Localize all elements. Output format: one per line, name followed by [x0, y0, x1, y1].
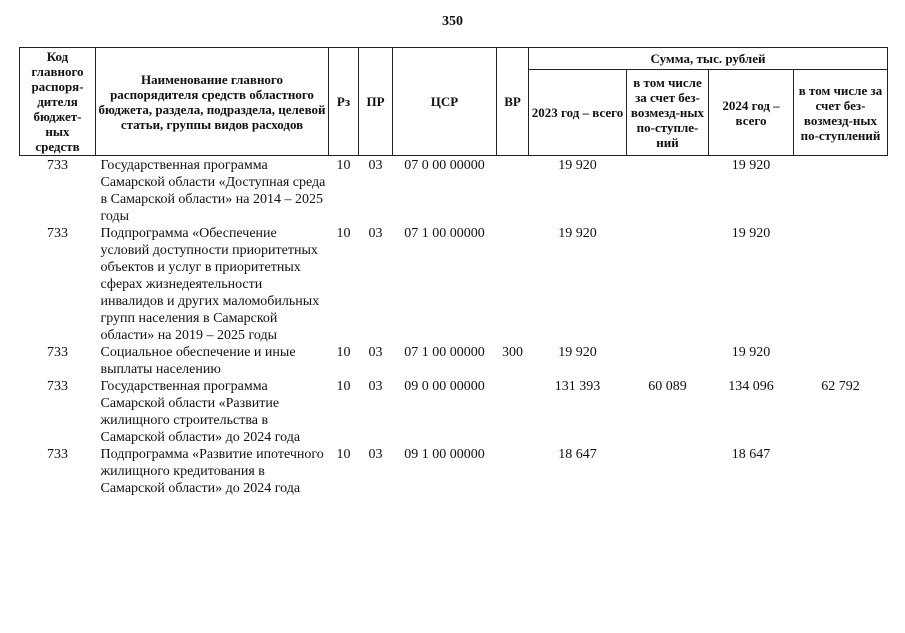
cell-2024-total: 134 096 [728, 379, 774, 394]
cell-name: Социальное обеспечение и иные выплаты населению [100, 345, 296, 377]
header-name: Наименование главного распорядителя средств областного бюджета, раздела, подраздела, целевой статьи, группы видов расходов [96, 48, 329, 156]
cell-rz: 10 [336, 379, 351, 394]
cell-2024-free [794, 344, 888, 378]
cell-csr: 07 1 00 00000 [404, 226, 485, 241]
cell-2023-free: 60 089 [648, 379, 687, 394]
cell-2023-free [627, 156, 709, 226]
cell-2023-total: 19 920 [558, 345, 597, 360]
cell-code: 733 [47, 345, 68, 360]
header-sum: Сумма, тыс. рублей [529, 48, 888, 70]
cell-name: Государственная программа Самарской области «Развитие жилищного строительства в Самарской области» до 2024 года [100, 379, 301, 445]
cell-2023-total: 131 393 [554, 379, 601, 394]
cell-csr: 09 1 00 00000 [404, 447, 485, 462]
header-code: Код главного распоря-дителя бюджет-ных средств [20, 48, 96, 156]
cell-name: Государственная программа Самарской области «Доступная среда в Самарской области» на 2014 – 2025 годы [100, 158, 326, 224]
cell-2024-free: 62 792 [821, 379, 860, 394]
cell-pr: 03 [368, 447, 383, 462]
cell-rz: 10 [336, 158, 351, 173]
table-row [20, 225, 888, 344]
cell-vr [497, 156, 529, 226]
cell-name: Подпрограмма «Обеспечение условий доступности приоритетных объектов и услуг в приоритетных сферах жизнедеятельности инвалидов и других маломобильных групп населения в Самарской области» на 2019 – 2025 годы [100, 226, 320, 343]
table-row [20, 446, 888, 497]
cell-code: 733 [47, 447, 68, 462]
cell-2023-free [627, 344, 709, 378]
cell-2024-total: 19 920 [731, 226, 771, 241]
header-2023-total: 2023 год – всего [529, 70, 627, 156]
table-row [20, 156, 888, 226]
header-rz: Рз [329, 48, 359, 156]
cell-vr [497, 446, 529, 497]
table-row [20, 344, 888, 378]
cell-2024-total: 19 920 [731, 345, 771, 360]
header-2024-total: 2024 год – всего [709, 70, 794, 156]
header-pr: ПР [359, 48, 393, 156]
cell-2023-free [627, 446, 709, 497]
cell-csr: 09 0 00 00000 [404, 379, 485, 394]
header-2024-free: в том числе за счет без-возмезд-ных по-ступлений [794, 70, 888, 156]
cell-rz: 10 [336, 226, 351, 241]
header-csr: ЦСР [393, 48, 497, 156]
cell-code: 733 [47, 226, 68, 241]
cell-vr [497, 225, 529, 344]
cell-2024-free [794, 156, 888, 226]
cell-rz: 10 [336, 345, 351, 360]
header-vr: ВР [497, 48, 529, 156]
cell-pr: 03 [368, 379, 383, 394]
cell-pr: 03 [368, 226, 383, 241]
header-2023-free: в том числе за счет без-возмезд-ных по-ступле-ний [627, 70, 709, 156]
cell-2023-total: 19 920 [558, 158, 597, 173]
cell-pr: 03 [368, 158, 383, 173]
cell-csr: 07 0 00 00000 [404, 158, 485, 173]
cell-pr: 03 [368, 345, 383, 360]
cell-2024-total: 19 920 [731, 158, 771, 173]
cell-code: 733 [47, 158, 68, 173]
cell-2024-total: 18 647 [731, 447, 771, 462]
cell-vr: 300 [502, 345, 523, 360]
cell-2023-free [627, 225, 709, 344]
table-row [20, 378, 888, 446]
budget-table [19, 47, 888, 497]
cell-2024-free [794, 225, 888, 344]
cell-2024-free [794, 446, 888, 497]
cell-name: Подпрограмма «Развитие ипотечного жилищного кредитования в Самарской области» до 2024 года [100, 447, 324, 496]
cell-rz: 10 [336, 447, 351, 462]
page-number: 350 [442, 14, 463, 29]
cell-2023-total: 19 920 [558, 226, 597, 241]
cell-vr [497, 378, 529, 446]
cell-csr: 07 1 00 00000 [404, 345, 485, 360]
cell-code: 733 [47, 379, 68, 394]
cell-2023-total: 18 647 [558, 447, 597, 462]
